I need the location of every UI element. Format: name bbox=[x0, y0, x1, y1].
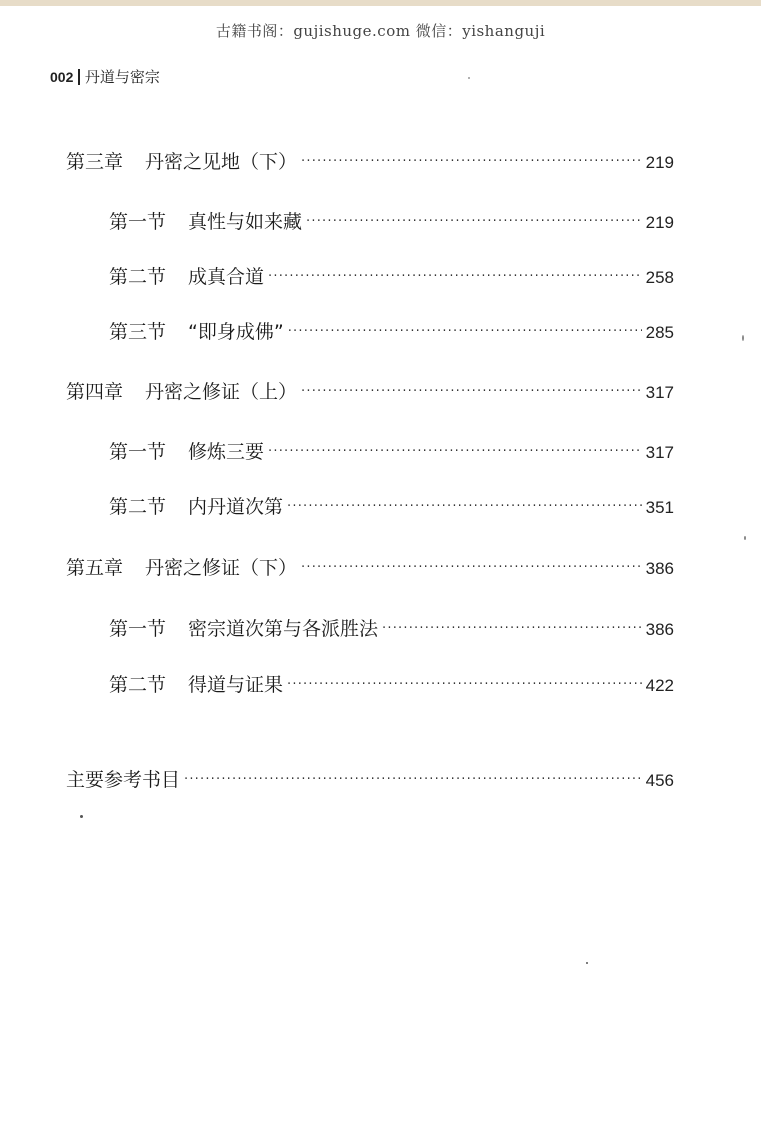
toc-number: 第一节 bbox=[109, 211, 167, 233]
toc-dot-leader bbox=[287, 499, 642, 514]
scan-speck bbox=[468, 77, 470, 79]
toc-dot-leader bbox=[184, 772, 642, 787]
scan-speck bbox=[586, 962, 588, 964]
toc-page-number: 422 bbox=[645, 676, 674, 695]
toc-label bbox=[66, 553, 297, 580]
toc-title: 丹密之见地（下） bbox=[145, 151, 298, 173]
toc-number: 第一节 bbox=[109, 441, 167, 463]
toc-number: 第一节 bbox=[109, 618, 167, 640]
toc-chapter-4[interactable] bbox=[66, 377, 674, 404]
toc-label bbox=[109, 262, 264, 289]
toc-section-5-1[interactable] bbox=[109, 614, 674, 641]
toc-dot-leader bbox=[287, 677, 642, 692]
toc-number: 第二节 bbox=[109, 496, 167, 518]
toc-label bbox=[109, 207, 302, 234]
scan-speck bbox=[744, 536, 746, 540]
toc-label bbox=[109, 437, 264, 464]
toc-dot-leader bbox=[301, 560, 642, 575]
toc-dot-leader bbox=[301, 384, 642, 399]
toc-dot-leader bbox=[301, 154, 642, 169]
toc-page-number: 219 bbox=[645, 213, 674, 232]
toc-number: 第二节 bbox=[109, 674, 167, 696]
toc-title: 丹密之修证（下） bbox=[145, 557, 298, 579]
toc-title: 修炼三要 bbox=[188, 441, 265, 463]
watermark-text: 古籍书阁：gujishuge.com 微信：yishanguji bbox=[215, 22, 546, 40]
toc-number: 第四章 bbox=[66, 381, 124, 403]
toc-page-number: 285 bbox=[645, 323, 674, 342]
toc-section-4-1[interactable] bbox=[109, 437, 674, 464]
toc-number: 第三节 bbox=[109, 321, 167, 343]
toc-dot-leader bbox=[268, 444, 642, 459]
toc-dot-leader bbox=[268, 269, 642, 284]
toc-section-3-2[interactable] bbox=[109, 262, 674, 289]
toc-chapter-3[interactable] bbox=[66, 147, 674, 174]
scan-speck bbox=[742, 335, 744, 341]
header-book-title: 丹道与密宗 bbox=[84, 68, 160, 86]
toc-bibliography[interactable] bbox=[66, 765, 674, 792]
toc-label bbox=[109, 492, 283, 519]
toc-section-5-2[interactable] bbox=[109, 670, 674, 697]
toc-page-number: 317 bbox=[645, 383, 674, 402]
toc-title: 真性与如来藏 bbox=[188, 211, 303, 233]
toc-number: 第二节 bbox=[109, 266, 167, 288]
toc-label bbox=[66, 377, 297, 404]
toc-label bbox=[109, 317, 284, 344]
toc-page-number: 456 bbox=[645, 771, 674, 790]
toc-page-number: 317 bbox=[645, 443, 674, 462]
scan-speck bbox=[80, 815, 83, 818]
header-page-number: 002 bbox=[50, 68, 74, 85]
toc-title: 内丹道次第 bbox=[188, 496, 284, 518]
header-divider bbox=[78, 69, 80, 85]
toc-section-3-1[interactable] bbox=[109, 207, 674, 234]
toc-chapter-5[interactable] bbox=[66, 553, 674, 580]
toc-title: 丹密之修证（上） bbox=[145, 381, 298, 403]
toc-page-number: 219 bbox=[645, 153, 674, 172]
toc-dot-leader bbox=[382, 621, 642, 636]
toc-page-number: 351 bbox=[645, 498, 674, 517]
toc-title: “即身成佛” bbox=[188, 321, 284, 343]
toc-title: 成真合道 bbox=[188, 266, 265, 288]
toc-title: 得道与证果 bbox=[188, 674, 284, 696]
running-header bbox=[50, 66, 160, 87]
toc-dot-leader bbox=[288, 324, 642, 339]
toc-label bbox=[66, 147, 297, 174]
toc-section-4-2[interactable] bbox=[109, 492, 674, 519]
top-border-band bbox=[0, 0, 761, 6]
toc-page-number: 258 bbox=[645, 268, 674, 287]
toc-number: 第五章 bbox=[66, 557, 124, 579]
toc-title: 主要参考书目 bbox=[66, 769, 181, 791]
toc-title: 密宗道次第与各派胜法 bbox=[188, 618, 379, 640]
toc-page-number: 386 bbox=[645, 620, 674, 639]
toc-label bbox=[109, 614, 378, 641]
toc-label bbox=[109, 670, 283, 697]
toc-dot-leader bbox=[306, 214, 642, 229]
toc-page-number: 386 bbox=[645, 559, 674, 578]
toc-number: 第三章 bbox=[66, 151, 124, 173]
toc-section-3-3[interactable] bbox=[109, 317, 674, 344]
